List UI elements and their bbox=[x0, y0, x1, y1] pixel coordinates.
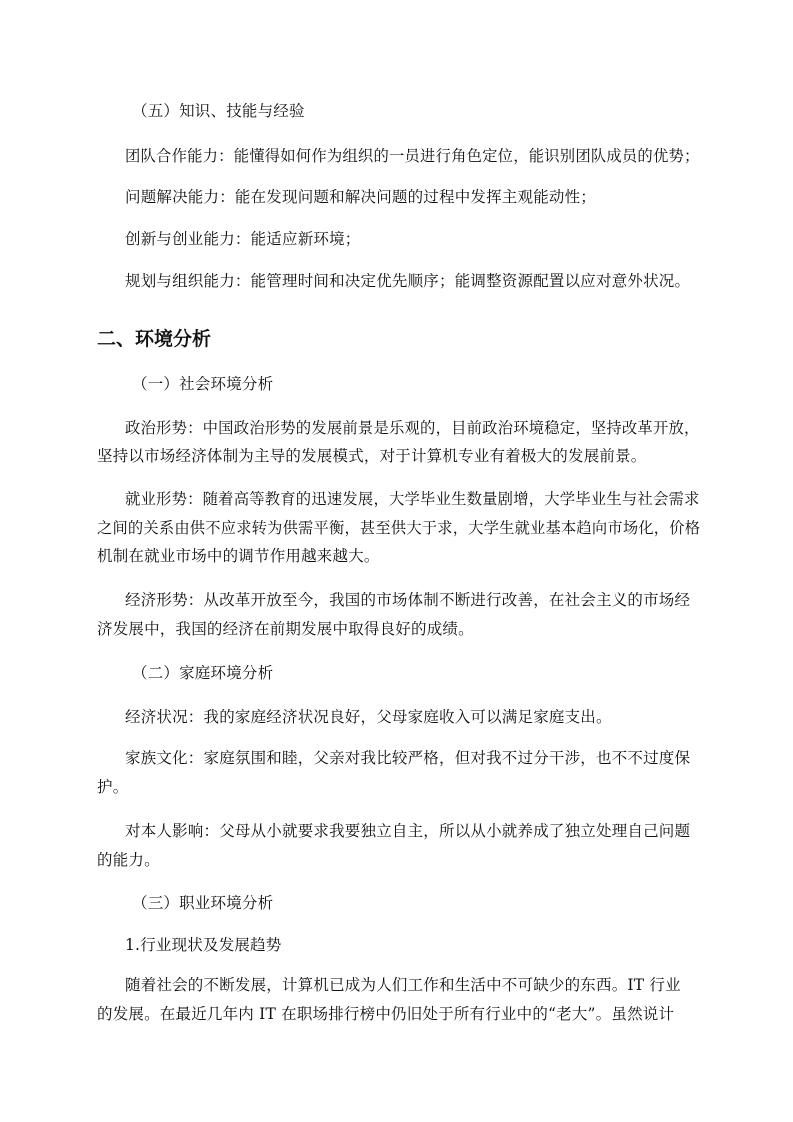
paragraph-employment-line1: 就业形势：随着高等教育的迅速发展，大学毕业生数量剧增，大学毕业生与社会需求 bbox=[125, 490, 700, 508]
paragraph-employment-line2: 之间的关系由供不应求转为供需平衡，甚至供大于求，大学生就业基本趋向市场化，价格 bbox=[97, 519, 701, 537]
paragraph-family-culture-line2: 护。 bbox=[97, 778, 129, 796]
paragraph-employment-line3: 机制在就业市场中的调节作用越来越大。 bbox=[97, 547, 380, 565]
section-heading-knowledge-skills: （五）知识、技能与经验 bbox=[132, 102, 305, 120]
paragraph-planning: 规划与组织能力：能管理时间和决定优先顺序；能调整资源配置以应对意外状况。 bbox=[125, 272, 691, 290]
list-item-industry-status: 1.行业现状及发展趋势 bbox=[125, 936, 282, 954]
paragraph-innovation: 创新与创业能力：能适应新环境； bbox=[125, 230, 361, 248]
paragraph-teamwork: 团队合作能力：能懂得如何作为组织的一员进行角色定位，能识别团队成员的优势； bbox=[125, 147, 700, 165]
paragraph-economy-line1: 经济形势：从改革开放至今，我国的市场体制不断进行改善，在社会主义的市场经 bbox=[125, 591, 691, 609]
paragraph-influence-line2: 的能力。 bbox=[97, 851, 160, 869]
paragraph-politics-line1: 政治形势：中国政治形势的发展前景是乐观的，目前政治环境稳定，坚持改革开放， bbox=[125, 419, 700, 437]
paragraph-family-economy: 经济状况：我的家庭经济状况良好，父母家庭收入可以满足家庭支出。 bbox=[125, 708, 612, 726]
section-heading-career: （三）职业环境分析 bbox=[132, 894, 274, 912]
paragraph-politics-line2: 坚持以市场经济体制为主导的发展模式，对于计算机专业有着极大的发展前景。 bbox=[97, 447, 647, 465]
section-heading-family: （二）家庭环境分析 bbox=[132, 664, 274, 682]
paragraph-influence-line1: 对本人影响：父母从小就要求我要独立自主，所以从小就养成了独立处理自己问题 bbox=[125, 822, 691, 840]
chapter-title-environment-analysis: 二、环境分析 bbox=[97, 328, 212, 350]
paragraph-economy-line2: 济发展中，我国的经济在前期发展中取得良好的成绩。 bbox=[97, 620, 474, 638]
paragraph-problem-solving: 问题解决能力：能在发现问题和解决问题的过程中发挥主观能动性； bbox=[125, 188, 597, 206]
paragraph-industry-line2: 的发展。在最近几年内 IT 在职场排行榜中仍旧处于所有行业中的“老大”。虽然说计 bbox=[97, 1005, 675, 1023]
section-heading-social: （一）社会环境分析 bbox=[132, 375, 274, 393]
paragraph-industry-line1: 随着社会的不断发展，计算机已成为人们工作和生活中不可缺少的东西。IT 行业 bbox=[125, 976, 681, 994]
paragraph-family-culture-line1: 家族文化：家庭氛围和睦，父亲对我比较严格，但对我不过分干涉，也不不过度保 bbox=[125, 749, 691, 767]
